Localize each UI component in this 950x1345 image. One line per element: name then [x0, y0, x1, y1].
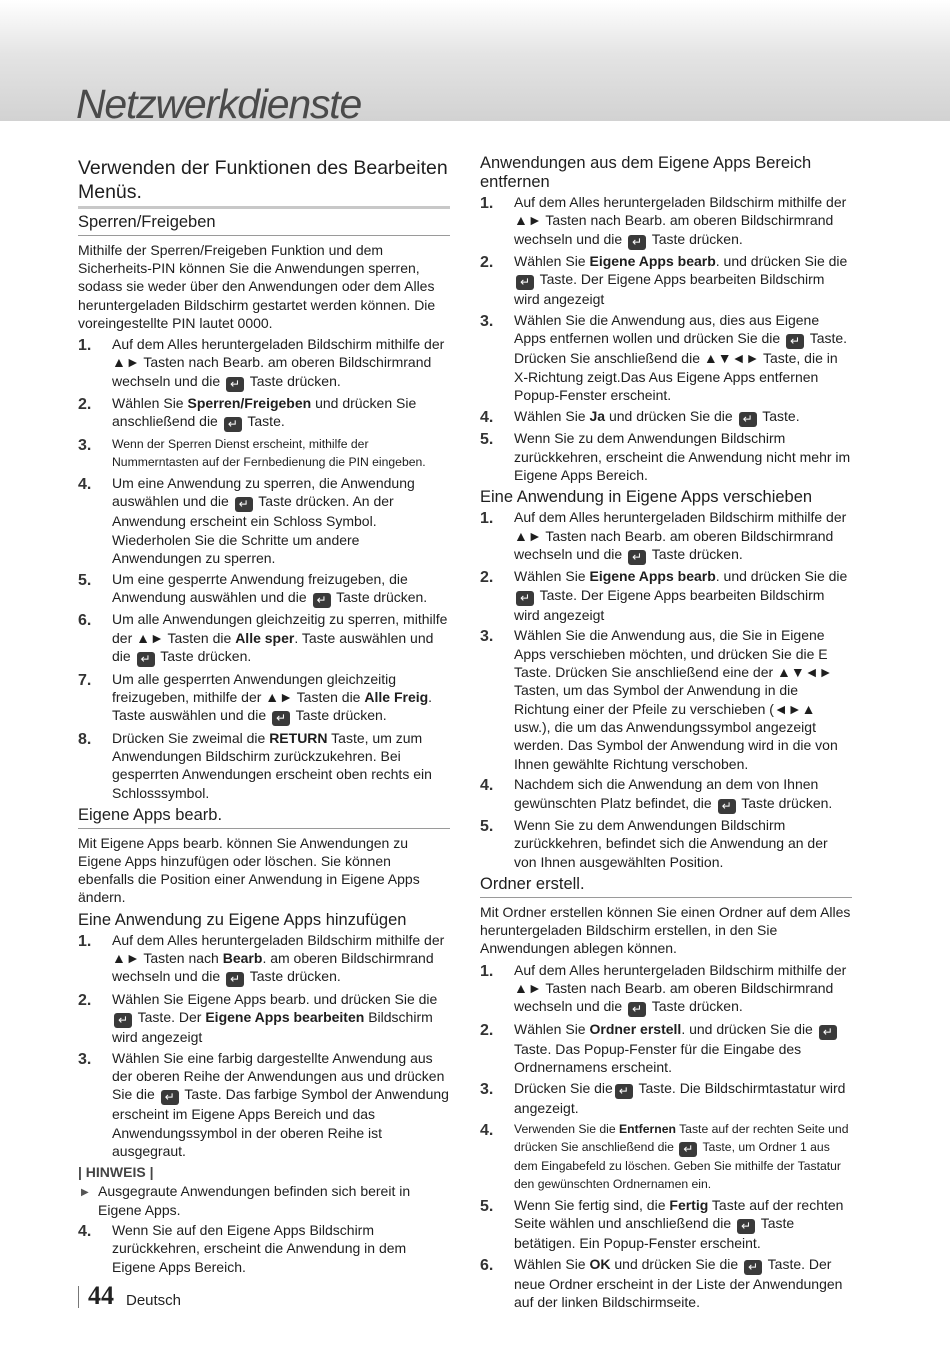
step-text: Wenn Sie fertig sind, die — [514, 1197, 666, 1213]
step-text: Taste, um Ordner 1 aus dem Eingabefeld zu löschen. Geben Sie mithilfe der Tastatur den gewünschten Ordnernamen ein. — [514, 1139, 841, 1192]
step-number: 5. — [480, 818, 494, 836]
step-number: 4. — [480, 777, 494, 795]
enter-key-icon: ↵ — [161, 1090, 179, 1105]
step-emphasis: Alle Freig — [364, 688, 429, 705]
step-item — [78, 729, 450, 802]
step-text: Wählen Sie — [514, 568, 586, 585]
step-text: Taste drücken. — [295, 707, 387, 724]
step-text: Auf dem Alles heruntergeladen Bildschirm mithilfe der ▲► Tasten nach Bearb. am oberen Bildschirmrand wechseln und die — [514, 961, 847, 1015]
step-text: . und drücken Sie die — [715, 253, 848, 270]
step-item — [480, 193, 852, 250]
step-item — [78, 394, 450, 432]
step-text: Drücken Sie die — [514, 1079, 613, 1096]
step-text: und drücken Sie die — [614, 1256, 739, 1273]
step-text: Taste auf der rechten Seite wählen und anschließend die — [514, 1197, 844, 1232]
step-item — [78, 474, 450, 567]
step-item — [480, 1255, 852, 1312]
step-text: . und drücken Sie die — [715, 568, 848, 585]
step-item — [78, 435, 450, 472]
step-text: Auf dem Alles heruntergeladen Bildschirm mithilfe der ▲► Tasten nach Bearb. am oberen Bildschirmrand wechseln und die — [112, 336, 445, 389]
lock-steps — [78, 335, 450, 802]
step-text: Wenn Sie zu dem Anwendungen Bildschirm zurückkehren, befindet sich die Anwendung an der von Ihnen ausgewählten Position. — [514, 817, 828, 870]
step-text: Taste drücken. — [336, 588, 428, 605]
step-text: Taste betätigen. Ein Popup-Fenster erscheint. — [514, 1215, 795, 1252]
enter-key-icon: ↵ — [137, 652, 155, 667]
folder-intro: Mit Ordner erstellen können Sie einen Ordner auf dem Alles heruntergeladen Bildschirm erstellen, in den Sie Anwendungen ablegen können. — [480, 904, 851, 957]
step-number: 1. — [78, 932, 92, 950]
step-number: 2. — [78, 991, 92, 1009]
step-text: Wenn der Sperren Dienst erscheint, mithilfe der Nummerntasten auf der Fernbedienung die PIN eingeben. — [112, 436, 426, 470]
step-number: 7. — [78, 671, 92, 689]
lock-heading: Sperren/Freigeben — [78, 213, 450, 236]
step-number: 3. — [480, 628, 494, 646]
step-text: Taste drücken. — [651, 230, 743, 247]
step-number: 8. — [78, 730, 92, 748]
step-text: Verwenden Sie die — [514, 1121, 616, 1136]
step-item — [78, 1221, 450, 1276]
enter-key-icon: ↵ — [628, 550, 646, 565]
step-item — [480, 775, 852, 813]
step-text: Um alle gesperrten Anwendungen gleichzeitig freizugeben, mithilfe der ▲► Tasten die — [112, 670, 397, 705]
step-emphasis: Eigene Apps bearb — [589, 253, 716, 270]
step-text: Taste. Die Bildschirmtastatur wird angezeigt. — [514, 1079, 846, 1116]
step-item — [78, 931, 450, 988]
step-item — [480, 567, 852, 624]
enter-key-icon: ↵ — [819, 1025, 837, 1040]
page-header-band — [0, 0, 950, 127]
step-number: 3. — [480, 313, 494, 331]
step-text: Auf dem Alles heruntergeladen Bildschirm mithilfe der ▲► Tasten nach Bearb. am oberen Bildschirmrand wechseln und die — [514, 509, 847, 562]
step-text: Taste. Der Eigene Apps bearbeiten Bildschirm wird angezeigt — [514, 271, 825, 308]
step-text: Taste drücken. — [741, 794, 833, 811]
enter-key-icon: ↵ — [739, 412, 757, 427]
step-text: Taste. Der Eigene Apps bearbeiten Bildschirm wird angezeigt — [514, 586, 825, 623]
enter-key-icon: ↵ — [235, 497, 253, 512]
step-number: 3. — [480, 1080, 494, 1098]
step-text: . am oberen Bildschirmrand wechseln und die — [112, 949, 434, 985]
step-item — [480, 508, 852, 565]
edit-heading: Eigene Apps bearb. — [78, 806, 450, 829]
step-emphasis: OK — [589, 1256, 611, 1273]
move-heading: Eine Anwendung in Eigene Apps verschieben — [480, 488, 813, 507]
step-text: Taste. Das farbige Symbol der Anwendung erscheint im Eigene Apps Bereich und das Anwendungssymbol in der oberen Reihe ist ausgegraut. — [112, 1086, 449, 1160]
step-text: Auf dem Alles heruntergeladen Bildschirm mithilfe der ▲► Tasten nach Bearb. am oberen Bildschirmrand wechseln und die — [514, 194, 847, 247]
step-emphasis: Bearb — [222, 949, 263, 966]
step-number: 2. — [78, 396, 92, 414]
step-item — [480, 429, 852, 484]
folder-steps — [480, 961, 852, 1312]
folder-heading: Ordner erstell. — [480, 875, 852, 898]
footer-divider — [78, 1286, 79, 1308]
add-heading: Eine Anwendung zu Eigene Apps hinzufügen — [78, 910, 407, 929]
step-text: Taste, um zum Anwendungen Bildschirm zurückzukehren. Bei gesperrten Anwendungen erscheint oben rechts ein Schlosssymbol. — [112, 729, 432, 801]
step-text: Taste drücken. — [249, 372, 341, 389]
step-number: 1. — [480, 962, 494, 980]
step-text: und drücken Sie anschließend die — [112, 395, 417, 430]
step-emphasis: Ja — [589, 407, 606, 424]
step-item — [78, 610, 450, 667]
step-item — [78, 570, 450, 608]
step-number: 4. — [480, 408, 494, 426]
step-number: 5. — [78, 571, 92, 589]
step-text: Taste drücken. — [249, 968, 341, 985]
note-label: | HINWEIS | — [78, 1164, 154, 1181]
step-text: Wählen Sie eine farbig dargestellte Anwendung aus der oberen Reihe der Anwendungen aus und drücken Sie die — [112, 1049, 445, 1103]
step-number: 1. — [78, 337, 92, 355]
triangle-bullet-icon: ▶ — [81, 1187, 89, 1199]
page-number: 44 — [88, 1281, 114, 1310]
step-item — [78, 990, 450, 1047]
step-item — [480, 1020, 852, 1077]
enter-key-icon: ↵ — [718, 799, 736, 814]
main-heading: Verwenden der Funktionen des Bearbeiten Menüs. — [78, 156, 450, 209]
enter-key-icon: ↵ — [786, 334, 804, 349]
step-number: 2. — [480, 1021, 494, 1039]
enter-key-icon: ↵ — [615, 1084, 633, 1099]
step-number: 1. — [480, 195, 494, 212]
step-item — [480, 961, 852, 1018]
step-text: Taste. — [247, 413, 285, 430]
step-number: 2. — [480, 569, 494, 587]
enter-key-icon: ↵ — [272, 711, 290, 726]
step-text: Taste. Der neue Ordner erscheint in der Liste der Anwendungen auf der linken Bildschirmseite. — [514, 1256, 843, 1311]
step-text: Taste drücken. — [160, 648, 252, 665]
step-text: Wählen Sie Eigene Apps bearb. und drücken Sie die — [112, 990, 438, 1007]
enter-key-icon: ↵ — [679, 1142, 697, 1157]
step-emphasis: Alle sper — [235, 629, 295, 646]
enter-key-icon: ↵ — [313, 593, 331, 608]
note-item — [78, 1182, 450, 1219]
step-text: . Taste auswählen und die — [112, 688, 433, 724]
step-number: 6. — [78, 612, 92, 630]
step-item — [78, 335, 450, 392]
step-item — [480, 626, 852, 772]
step-item — [78, 670, 450, 727]
note-text: Ausgegraute Anwendungen befinden sich bereit in Eigene Apps. — [98, 1183, 411, 1218]
step-number: 4. — [78, 1222, 92, 1240]
step-text: Drücken Sie zweimal die — [112, 729, 266, 746]
move-steps — [480, 508, 852, 871]
step-number: 4. — [78, 476, 92, 493]
step-number: 2. — [480, 254, 494, 272]
step-item — [480, 252, 852, 309]
step-number: 1. — [480, 510, 494, 528]
step-text: Um eine Anwendung zu sperren, die Anwendung auswählen und die — [112, 475, 415, 510]
step-text: Wählen Sie die Anwendung aus, dies aus Eigene Apps entfernen wollen und drücken Sie die — [514, 312, 820, 347]
step-text: Auf dem Alles heruntergeladen Bildschirm mithilfe der ▲► Tasten nach — [112, 931, 445, 966]
step-number: 6. — [480, 1257, 494, 1275]
step-text: Taste drücken. An der Anwendung erscheint ein Schloss Symbol. Wiederholen Sie die Schritte um andere Anwendungen zu sperren. — [112, 493, 394, 566]
page-title: Netzwerkdienste — [76, 81, 362, 127]
step-text: Bildschirm wird angezeigt — [112, 1009, 433, 1046]
step-item — [480, 816, 852, 871]
step-text: Wählen Sie — [514, 1256, 586, 1273]
step-text: Taste drücken. — [651, 545, 743, 562]
step-text: Wählen Sie — [514, 407, 586, 424]
step-item — [480, 311, 852, 404]
remove-heading: Anwendungen aus dem Eigene Apps Bereich entfernen — [480, 154, 812, 191]
step-emphasis: Sperren/Freigeben — [187, 395, 312, 412]
enter-key-icon: ↵ — [226, 972, 244, 987]
left-column — [78, 150, 450, 1278]
step-text: Wählen Sie — [112, 395, 184, 412]
step-item — [480, 1120, 852, 1194]
step-text: Taste. — [762, 407, 800, 424]
step-text: . und drücken Sie die — [681, 1020, 813, 1037]
step-text: Taste auf der rechten Seite und drücken Sie anschließend die — [514, 1121, 849, 1154]
step-text: Taste. Drücken Sie anschließend die ▲▼◄► Taste, die in X-Richtung zeigt.Das Aus Eigene Apps entfernen Popup-Fenster erscheint. — [514, 330, 848, 404]
step-item — [480, 407, 852, 427]
enter-key-icon: ↵ — [737, 1219, 755, 1234]
step-emphasis: RETURN — [269, 729, 328, 746]
step-item — [78, 1049, 450, 1160]
enter-key-icon: ↵ — [744, 1260, 762, 1275]
step-text: Wählen Sie — [514, 1020, 586, 1037]
lock-intro: Mithilfe der Sperren/Freigeben Funktion und dem Sicherheits-PIN können Sie die Anwendungen sperren, sodass sie weder über den Anwendungen oder dem Alles heruntergeladen Bildschirm gestartet werden können. Die voreingestellte PIN lautet 0000. — [78, 242, 436, 331]
step-text: Nachdem sich die Anwendung an dem von Ihnen gewünschten Platz befindet, die — [514, 776, 819, 811]
step-emphasis: Eigene Apps bearb — [589, 568, 716, 585]
enter-key-icon: ↵ — [226, 377, 244, 392]
step-number: 3. — [78, 436, 92, 454]
step-text: Taste. Das Popup-Fenster für die Eingabe des Ordnernamens erscheint. — [514, 1040, 802, 1076]
remove-steps — [480, 193, 852, 484]
step-number: 3. — [78, 1050, 92, 1068]
step-item — [480, 1196, 852, 1253]
edit-intro: Mit Eigene Apps bearb. können Sie Anwendungen zu Eigene Apps hinzufügen oder löschen. Sie können ebenfalls die Position einer Anwendung in Eigene Apps ändern. — [78, 834, 420, 906]
step-text: Wenn Sie zu dem Anwendungen Bildschirm zurückkehren, erscheint die Anwendung nicht mehr im Eigene Apps Bereich. — [514, 430, 851, 483]
step-text: Taste drücken. — [651, 998, 743, 1015]
step-text: Wählen Sie — [514, 253, 586, 270]
add-steps — [78, 931, 450, 1161]
step-number: 4. — [480, 1121, 494, 1139]
enter-key-icon: ↵ — [114, 1013, 132, 1028]
enter-key-icon: ↵ — [628, 1002, 646, 1017]
step-emphasis: Fertig — [669, 1197, 709, 1213]
step-number: 5. — [480, 431, 494, 449]
step-text: Um alle Anwendungen gleichzeitig zu sperren, mithilfe der ▲► Tasten die — [112, 611, 448, 646]
step-text: Um eine gesperrte Anwendung freizugeben, die Anwendung auswählen und die — [112, 570, 408, 605]
enter-key-icon: ↵ — [628, 235, 646, 250]
step-text: Taste. Der — [137, 1009, 202, 1026]
enter-key-icon: ↵ — [516, 275, 534, 290]
enter-key-icon: ↵ — [516, 591, 534, 606]
step-item — [480, 1079, 852, 1117]
step-text: Wenn Sie auf den Eigene Apps Bildschirm zurückkehren, erscheint die Anwendung in dem Eigene Apps Bereich. — [112, 1221, 407, 1275]
step-text: Wählen Sie die Anwendung aus, die Sie in Eigene Apps verschieben möchten, und drücken Sie die E Taste. Drücken Sie anschließend eine der ▲▼◄► Tasten, um das Symbol der Anwendung in die Richtung einer der Pfeile zu verschieben (◄►▲ usw.), die um das Anwendungssymbol angezeigt werden. Das Symbol der Anwendung wird in die von Ihnen gewählte Richtung verschoben. — [514, 627, 838, 772]
step-text: . Taste auswählen und die — [112, 629, 434, 665]
step-emphasis: Entfernen — [619, 1121, 676, 1136]
enter-key-icon: ↵ — [224, 417, 242, 432]
right-column — [480, 150, 852, 1314]
step-number: 5. — [480, 1198, 494, 1215]
step-emphasis: Eigene Apps bearbeiten — [205, 1009, 365, 1026]
step-text: und drücken Sie die — [608, 407, 733, 424]
page-language: Deutsch — [126, 1292, 182, 1309]
step-emphasis: Ordner erstell — [589, 1020, 682, 1037]
